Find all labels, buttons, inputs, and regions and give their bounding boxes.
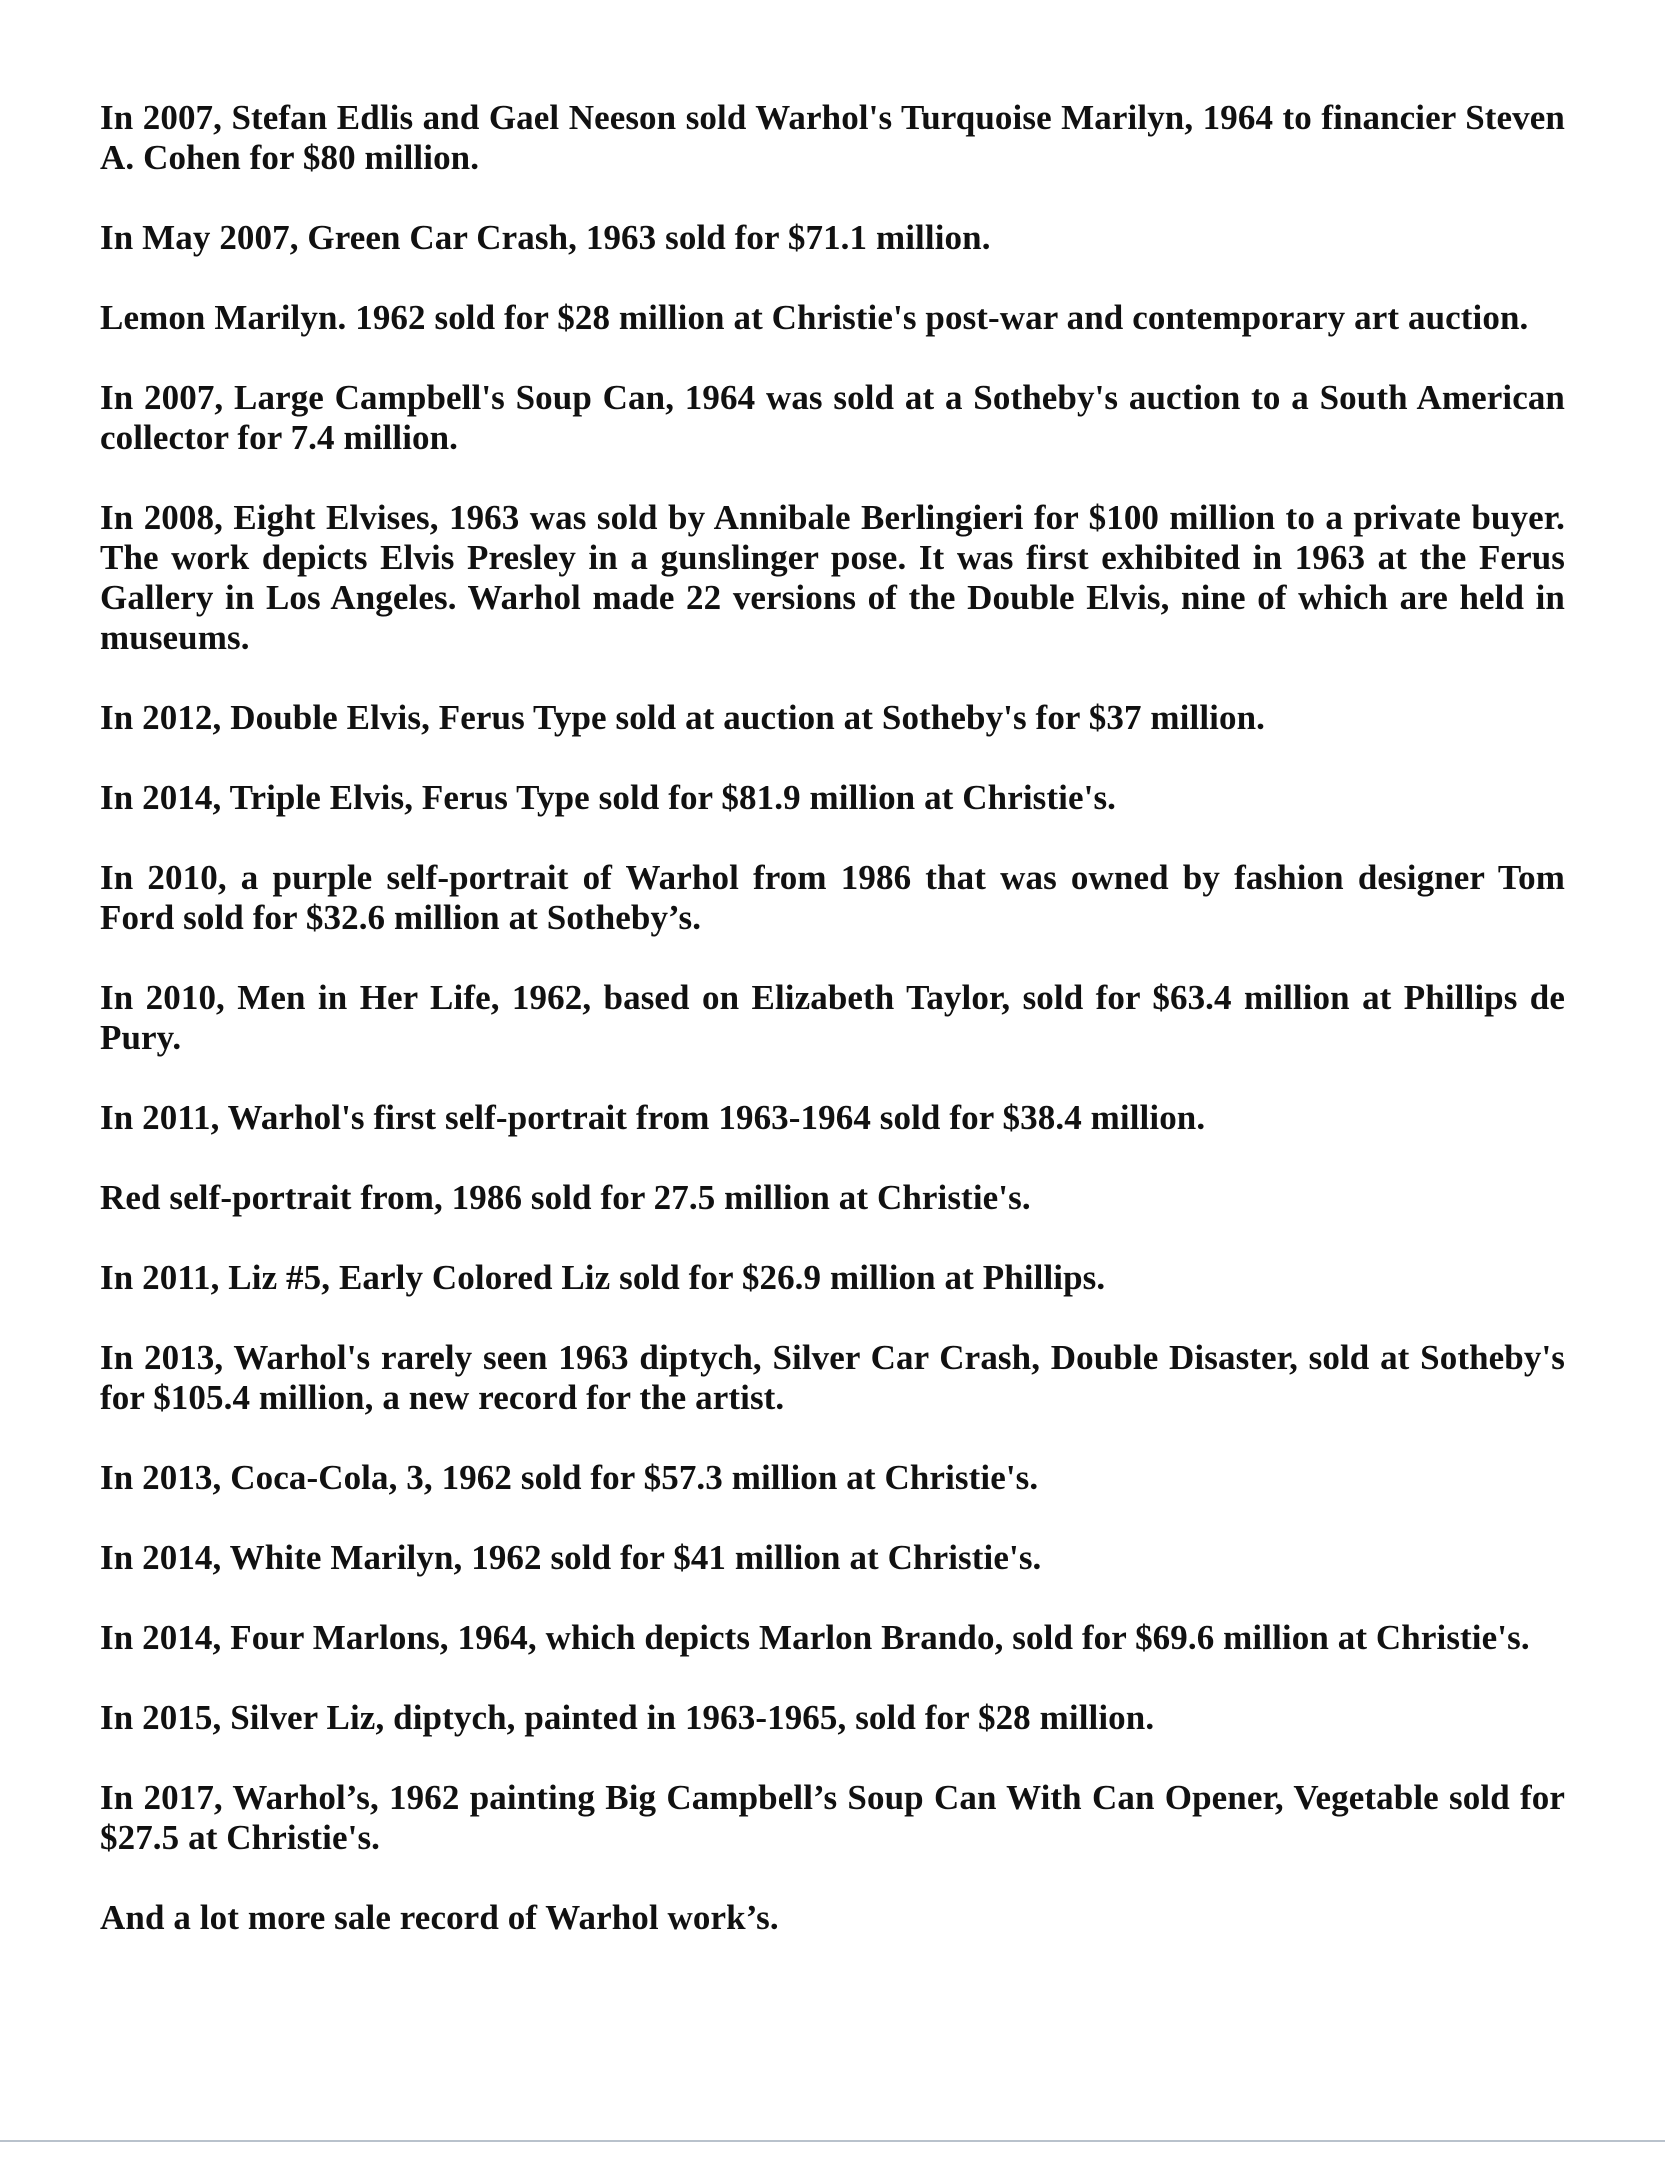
paragraph: In 2010, a purple self-portrait of Warhol from 1986 that was owned by fashion designer Tom Ford sold for $32.6 million at Sotheby’s. [100, 858, 1565, 937]
paragraph: In 2011, Warhol's first self-portrait from 1963-1964 sold for $38.4 million. [100, 1098, 1206, 1137]
paragraph: In 2007, Stefan Edlis and Gael Neeson sold Warhol's Turquoise Marilyn, 1964 to financier Steven A. Cohen for $80 million. [100, 98, 1565, 177]
page-bottom-rule [0, 2140, 1665, 2142]
paragraph: In May 2007, Green Car Crash, 1963 sold for $71.1 million. [100, 218, 991, 257]
paragraph: In 2017, Warhol’s, 1962 painting Big Campbell’s Soup Can With Can Opener, Vegetable sold for $27.5 at Christie's. [100, 1778, 1565, 1857]
paragraph: In 2010, Men in Her Life, 1962, based on Elizabeth Taylor, sold for $63.4 million at Phillips de Pury. [100, 978, 1565, 1057]
paragraph: In 2014, Four Marlons, 1964, which depicts Marlon Brando, sold for $69.6 million at Christie's. [100, 1618, 1530, 1657]
paragraph: In 2007, Large Campbell's Soup Can, 1964 was sold at a Sotheby's auction to a South American collector for 7.4 million. [100, 378, 1565, 457]
paragraph: Red self-portrait from, 1986 sold for 27.5 million at Christie's. [100, 1178, 1031, 1217]
paragraph: In 2012, Double Elvis, Ferus Type sold at auction at Sotheby's for $37 million. [100, 698, 1265, 737]
paragraph: In 2011, Liz #5, Early Colored Liz sold for $26.9 million at Phillips. [100, 1258, 1106, 1297]
paragraph: In 2013, Coca-Cola, 3, 1962 sold for $57.3 million at Christie's. [100, 1458, 1039, 1497]
paragraph: In 2015, Silver Liz, diptych, painted in 1963-1965, sold for $28 million. [100, 1698, 1155, 1737]
paragraph: In 2014, White Marilyn, 1962 sold for $41 million at Christie's. [100, 1538, 1042, 1577]
paragraph: In 2013, Warhol's rarely seen 1963 diptych, Silver Car Crash, Double Disaster, sold at Sotheby's for $105.4 million, a new record for the artist. [100, 1338, 1565, 1417]
paragraph: And a lot more sale record of Warhol work’s. [100, 1898, 779, 1937]
paragraph: In 2008, Eight Elvises, 1963 was sold by Annibale Berlingieri for $100 million to a private buyer. The work depicts Elvis Presley in a gunslinger pose. It was first exhibited in 1963 at the Ferus Gallery in Los Angeles. Warhol made 22 versions of the Double Elvis, nine of which are held in museums. [100, 498, 1565, 657]
document-body [100, 98, 1565, 1978]
paragraph: Lemon Marilyn. 1962 sold for $28 million at Christie's post-war and contemporary art auction. [100, 298, 1529, 337]
paragraph: In 2014, Triple Elvis, Ferus Type sold for $81.9 million at Christie's. [100, 778, 1117, 817]
